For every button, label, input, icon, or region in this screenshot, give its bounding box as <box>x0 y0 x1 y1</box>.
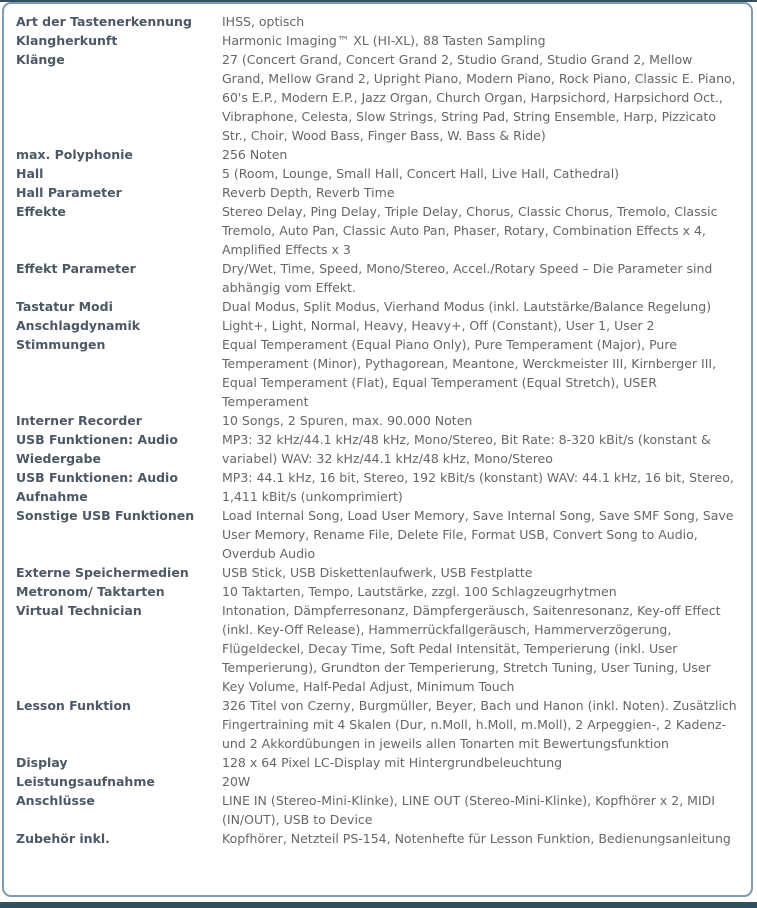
spec-row <box>16 259 737 297</box>
spec-label: Anschlüsse <box>16 793 95 808</box>
spec-value: Harmonic Imaging™ XL (HI-XL), 88 Tasten Sampling <box>222 33 546 48</box>
spec-label: Tastatur Modi <box>16 299 113 314</box>
spec-row <box>16 601 737 696</box>
spec-value: 10 Songs, 2 Spuren, max. 90.000 Noten <box>222 413 473 428</box>
spec-row <box>16 468 737 506</box>
spec-label: Leistungsaufnahme <box>16 774 155 789</box>
spec-label: Effekte <box>16 204 66 219</box>
spec-row <box>16 202 737 259</box>
spec-value: IHSS, optisch <box>222 14 305 29</box>
bottom-edge-bar <box>0 902 757 908</box>
spec-value: 27 (Concert Grand, Concert Grand 2, Studio Grand, Studio Grand 2, Mellow Grand, Mellow Grand 2, Upright Piano, Modern Piano, Rock Piano, Classic E. Piano, 60's E.P., Modern E.P., Jazz Organ, Church Organ, Harpsichord, Harpsichord Oct., Vibraphone, Celesta, Slow Strings, String Pad, String Ensemble, Harp, Pizzicato Str., Choir, Wood Bass, Finger Bass, W. Bass & Ride) <box>222 52 736 143</box>
spec-rows <box>16 12 737 848</box>
spec-label: Effekt Parameter <box>16 261 136 276</box>
spec-label: Interner Recorder <box>16 413 142 428</box>
spec-value: Reverb Depth, Reverb Time <box>222 185 395 200</box>
spec-row <box>16 753 737 772</box>
spec-label: Anschlagdynamik <box>16 318 141 333</box>
spec-row <box>16 772 737 791</box>
spec-row <box>16 411 737 430</box>
spec-value: 20W <box>222 774 251 789</box>
spec-row <box>16 164 737 183</box>
spec-row <box>16 31 737 50</box>
spec-row <box>16 563 737 582</box>
spec-label: Virtual Technician <box>16 603 142 618</box>
spec-value: 128 x 64 Pixel LC-Display mit Hintergrundbeleuchtung <box>222 755 563 770</box>
spec-label: Lesson Funktion <box>16 698 131 713</box>
spec-table-panel <box>2 2 753 897</box>
spec-value: Intonation, Dämpferresonanz, Dämpfergeräusch, Saitenresonanz, Key-off Effect (inkl. Key-Off Release), Hammerrückfallgeräusch, Hammerverzögerung, Flügeldeckel, Decay Time, Soft Pedal Intensität, Temperierung (inkl. User Temperierung), Grundton der Temperierung, Stretch Tuning, User Tuning, User Key Volume, Half-Pedal Adjust, Minimum Touch <box>222 603 721 694</box>
spec-value: MP3: 32 kHz/44.1 kHz/48 kHz, Mono/Stereo, Bit Rate: 8-320 kBit/s (konstant & variabel) WAV: 32 kHz/44.1 kHz/48 kHz, Mono/Stereo <box>222 432 711 466</box>
spec-value: USB Stick, USB Diskettenlaufwerk, USB Festplatte <box>222 565 533 580</box>
spec-value: Stereo Delay, Ping Delay, Triple Delay, Chorus, Classic Chorus, Tremolo, Classic Tremolo, Auto Pan, Classic Auto Pan, Phaser, Rotary, Combination Effects x 4, Amplified Effects x 3 <box>222 204 718 257</box>
spec-row <box>16 297 737 316</box>
spec-row <box>16 791 737 829</box>
spec-value: 10 Taktarten, Tempo, Lautstärke, zzgl. 100 Schlagzeugrhytmen <box>222 584 617 599</box>
spec-value: Dual Modus, Split Modus, Vierhand Modus (inkl. Lautstärke/Balance Regelung) <box>222 299 712 314</box>
spec-row <box>16 316 737 335</box>
spec-value: 326 Titel von Czerny, Burgmüller, Beyer, Bach und Hanon (inkl. Noten). Zusätzlich Fingertraining mit 4 Skalen (Dur, n.Moll, h.Moll, m.Moll), 2 Arpeggien-, 2 Kadenz- und 2 Akkordübungen in jeweils allen Tonarten mit Bewertungsfunktion <box>222 698 737 751</box>
spec-row <box>16 430 737 468</box>
spec-row <box>16 582 737 601</box>
spec-row <box>16 506 737 563</box>
spec-row <box>16 145 737 164</box>
spec-label: Display <box>16 755 68 770</box>
spec-value: Kopfhörer, Netzteil PS-154, Notenhefte für Lesson Funktion, Bedienungsanleitung <box>222 831 731 846</box>
spec-value: Equal Temperament (Equal Piano Only), Pure Temperament (Major), Pure Temperament (Minor), Pythagorean, Meantone, Werckmeister III, Kirnberger III, Equal Temperament (Flat), Equal Temperament (Equal Stretch), USER Temperament <box>222 337 717 409</box>
spec-label: Stimmungen <box>16 337 106 352</box>
spec-label: Klänge <box>16 52 65 67</box>
spec-label: Hall Parameter <box>16 185 122 200</box>
spec-label: Metronom/ Taktarten <box>16 584 165 599</box>
spec-row <box>16 12 737 31</box>
spec-row <box>16 183 737 202</box>
spec-label: max. Polyphonie <box>16 147 133 162</box>
spec-value: 256 Noten <box>222 147 288 162</box>
spec-label: Externe Speichermedien <box>16 565 189 580</box>
spec-value: LINE IN (Stereo-Mini-Klinke), LINE OUT (Stereo-Mini-Klinke), Kopfhörer x 2, MIDI (IN/OUT), USB to Device <box>222 793 715 827</box>
spec-value: 5 (Room, Lounge, Small Hall, Concert Hall, Live Hall, Cathedral) <box>222 166 620 181</box>
spec-row <box>16 696 737 753</box>
spec-label: Art der Tastenerkennung <box>16 14 192 29</box>
spec-label: USB Funktionen: Audio Wiedergabe <box>16 432 178 466</box>
spec-value: MP3: 44.1 kHz, 16 bit, Stereo, 192 kBit/s (konstant) WAV: 44.1 kHz, 16 bit, Stereo, 1,411 kBit/s (unkomprimiert) <box>222 470 734 504</box>
spec-label: Sonstige USB Funktionen <box>16 508 195 523</box>
spec-label: USB Funktionen: Audio Aufnahme <box>16 470 178 504</box>
spec-value: Dry/Wet, Time, Speed, Mono/Stereo, Accel./Rotary Speed – Die Parameter sind abhängig vom Effekt. <box>222 261 713 295</box>
spec-value: Light+, Light, Normal, Heavy, Heavy+, Off (Constant), User 1, User 2 <box>222 318 655 333</box>
spec-row <box>16 335 737 411</box>
spec-label: Hall <box>16 166 44 181</box>
spec-row <box>16 829 737 848</box>
spec-label: Klangherkunft <box>16 33 118 48</box>
spec-label: Zubehör inkl. <box>16 831 110 846</box>
spec-value: Load Internal Song, Load User Memory, Save Internal Song, Save SMF Song, Save User Memory, Rename File, Delete File, Format USB, Convert Song to Audio, Overdub Audio <box>222 508 734 561</box>
spec-row <box>16 50 737 145</box>
